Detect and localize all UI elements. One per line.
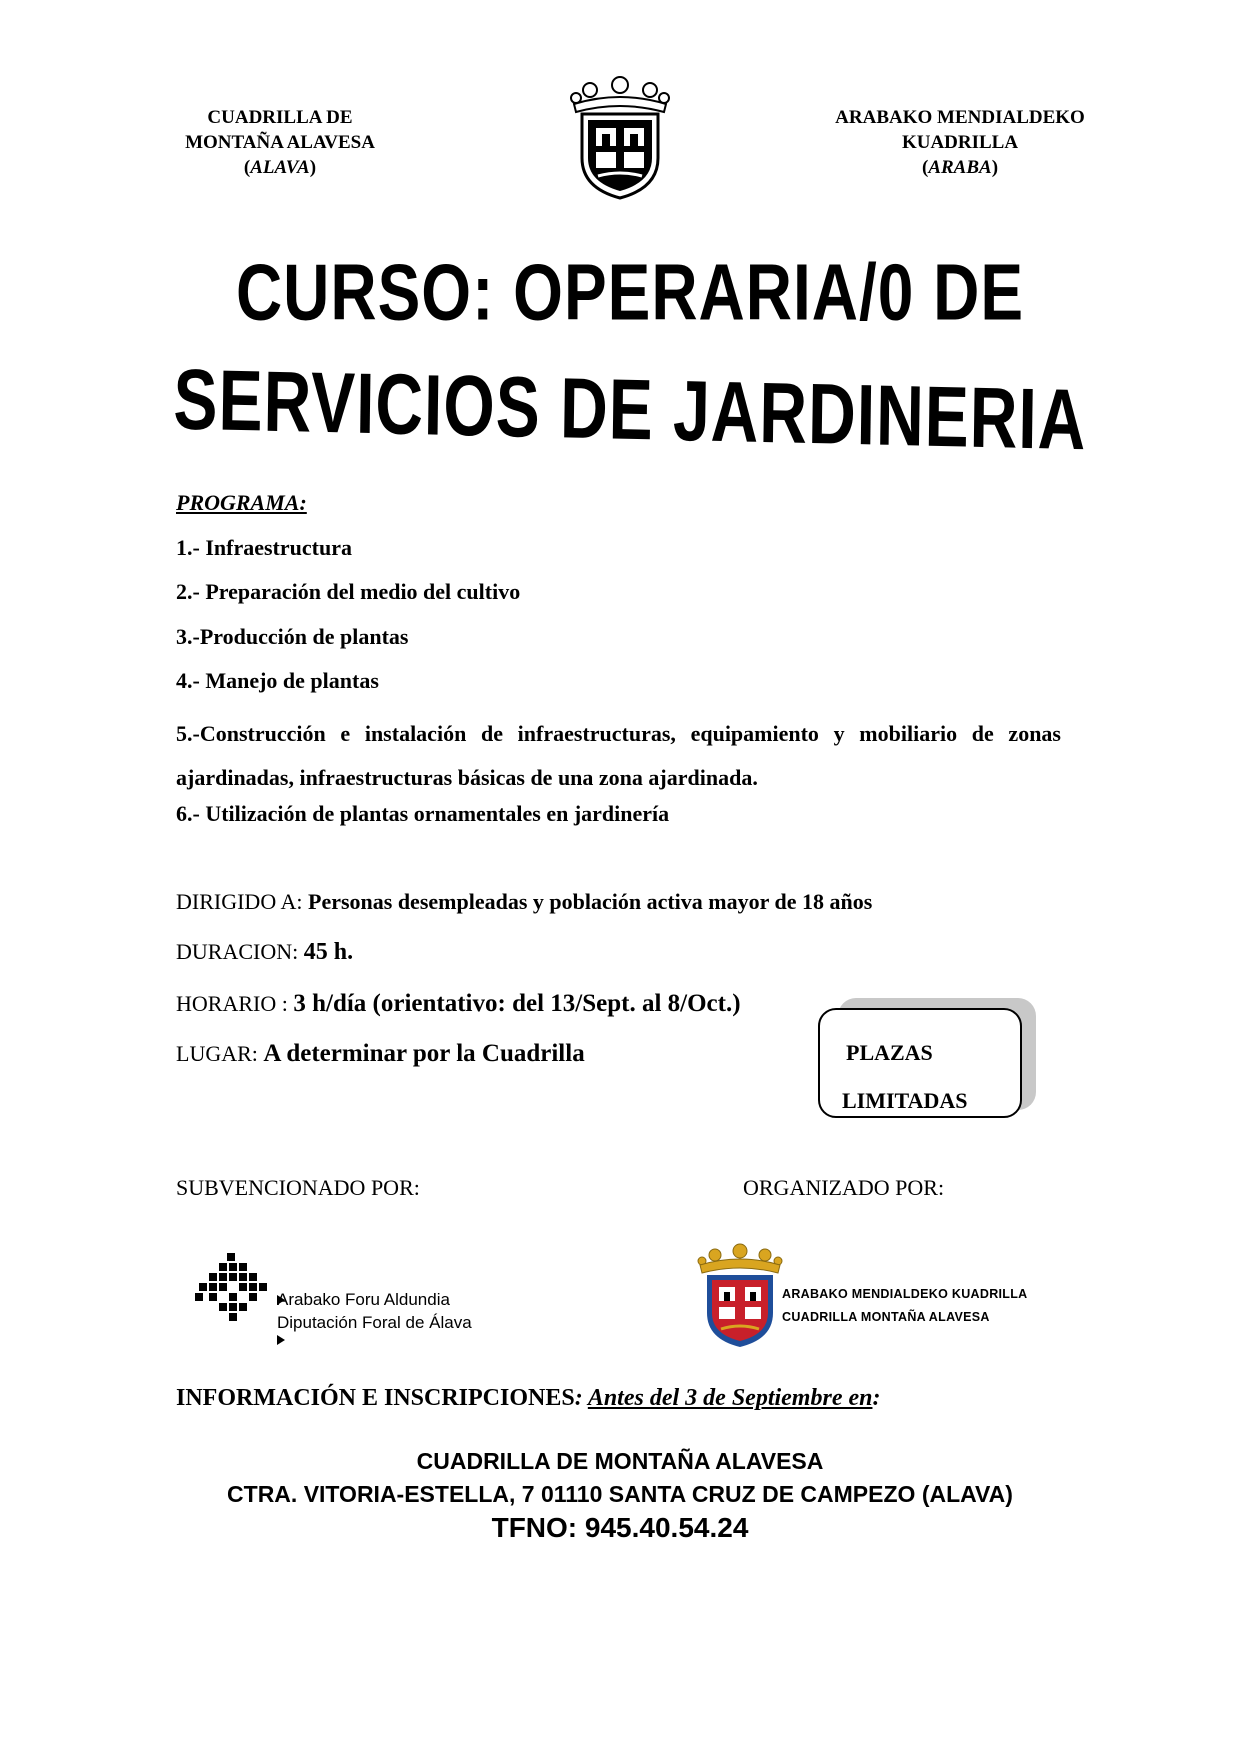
- plazas-limitadas-box: [818, 1008, 1022, 1118]
- horario-row: [176, 990, 741, 1018]
- programa-item-4: 4.- Manejo de plantas: [176, 668, 379, 693]
- header-left-line1: CUADRILLA DE: [207, 107, 353, 128]
- cma-logo-line2: CUADRILLA MONTAÑA ALAVESA: [782, 1310, 990, 1324]
- lugar-label: LUGAR:: [176, 1041, 264, 1066]
- inscripciones-label: INFORMACIÓN E INSCRIPCIONES: [176, 1385, 575, 1411]
- lugar-value: A determinar por la Cuadrilla: [263, 1040, 585, 1067]
- cma-logo-text: [782, 1283, 1028, 1329]
- header-left-region: ALAVA: [250, 157, 310, 178]
- horario-label: HORARIO :: [176, 991, 294, 1016]
- dfa-logo-line1: Arabako Foru Aldundia: [277, 1290, 450, 1309]
- subvencionado-label: SUBVENCIONADO POR:: [176, 1175, 420, 1200]
- header-right-region: ARABA: [928, 157, 992, 178]
- header-left-line3: [150, 155, 410, 180]
- contact-address: CTRA. VITORIA-ESTELLA, 7 01110 SANTA CRUZ DE CAMPEZO (ALAVA): [227, 1481, 1013, 1507]
- inscripciones-colon: :: [574, 1385, 588, 1411]
- paren-close: ): [991, 157, 999, 178]
- inscripciones-end-colon: :: [872, 1385, 881, 1411]
- course-title-line2: SERVICIOS DE JARDINERIA: [172, 350, 1088, 468]
- horario-value: 3 h/día (orientativo: del 13/Sept. al 8/Oct.): [293, 990, 741, 1017]
- duracion-label: DURACION:: [176, 939, 304, 964]
- dirigido-label: DIRIGIDO A:: [176, 889, 308, 914]
- organizado-label: ORGANIZADO POR:: [743, 1175, 945, 1200]
- contact-org: CUADRILLA DE MONTAÑA ALAVESA: [416, 1448, 824, 1474]
- course-title-line1: CURSO: OPERARIA/0 DE: [235, 247, 1025, 337]
- dirigido-row: [176, 889, 872, 915]
- coat-of-arms-icon: [568, 76, 672, 202]
- header-left-line2: MONTAÑA ALAVESA: [185, 132, 375, 153]
- contact-phone: TFNO: 945.40.54.24: [491, 1512, 749, 1543]
- cma-logo-line1: ARABAKO MENDIALDEKO KUADRILLA: [782, 1287, 1028, 1301]
- lugar-row: [176, 1040, 585, 1068]
- plazas-line2: LIMITADAS: [842, 1088, 968, 1113]
- header-right-line2: KUADRILLA: [901, 132, 1019, 153]
- dirigido-value: Personas desempleadas y población activa mayor de 18 años: [308, 889, 873, 914]
- programa-item-6: 6.- Utilización de plantas ornamentales en jardinería: [176, 801, 670, 826]
- paren-open: (: [921, 157, 929, 178]
- dfa-logo-text: [277, 1288, 472, 1334]
- programa-heading: PROGRAMA:: [176, 490, 307, 515]
- header-right-line3: [815, 155, 1105, 180]
- programa-item-5: 5.-Construcción e instalación de infraestructuras, equipamiento y mobiliario de zonas ajardinadas, infraestructuras básicas de una zona ajardinada.: [176, 721, 1061, 790]
- programa-item-2: 2.- Preparación del medio del cultivo: [176, 579, 521, 604]
- inscripciones-row: [176, 1385, 880, 1412]
- header-right-line1: ARABAKO MENDIALDEKO: [835, 107, 1085, 128]
- header-right-block: [815, 105, 1105, 180]
- programa-item-1: 1.- Infraestructura: [176, 535, 352, 560]
- duracion-value: 45 h.: [303, 939, 354, 965]
- header-left-block: [150, 105, 410, 180]
- programa-item-3: 3.-Producción de plantas: [176, 624, 409, 649]
- paren-close: ): [309, 157, 317, 178]
- plazas-line1: PLAZAS: [846, 1040, 933, 1065]
- paren-open: (: [243, 157, 251, 178]
- coat-of-arms-color-icon: [695, 1243, 785, 1350]
- dfa-logo-line2: Diputación Foral de Álava: [277, 1313, 472, 1332]
- duracion-row: [176, 939, 353, 966]
- inscripciones-date: Antes del 3 de Septiembre en: [587, 1385, 873, 1411]
